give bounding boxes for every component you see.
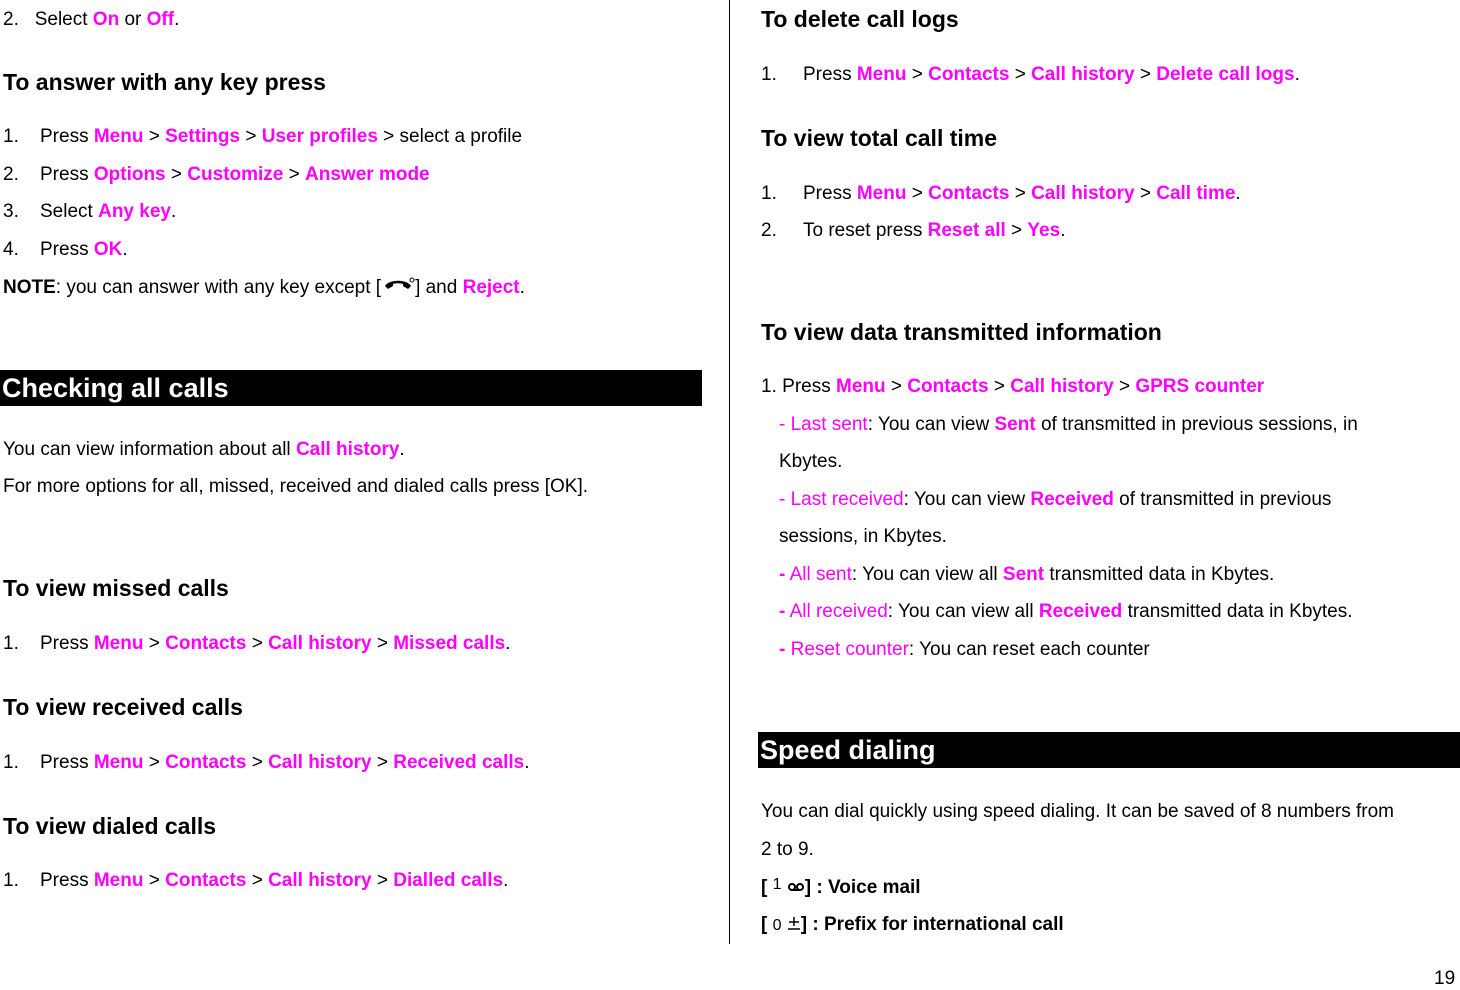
menu-item-options: Options: [93, 164, 166, 185]
period: .: [519, 277, 525, 299]
last-sent-cont: Kbytes.: [779, 451, 843, 472]
menu-item-delete-call-logs: Delete call logs: [1156, 64, 1295, 85]
body-text: : You can reset each counter: [908, 639, 1150, 660]
delete-step-1: 1. Press Menu > Contacts > Call history > Delete call logs.: [761, 64, 1300, 85]
speed-key-0: [ 0 ] : Prefix for international call: [761, 914, 1064, 936]
menu-item-reset-all: Reset all: [927, 220, 1006, 241]
last-received-cont: sessions, in Kbytes.: [779, 526, 947, 547]
call-history-keyword: Call history: [295, 439, 400, 460]
menu-item-ok: OK: [93, 239, 123, 260]
menu-item-call-history: Call history: [1031, 183, 1135, 204]
body-text: transmitted data in Kbytes.: [1049, 564, 1275, 585]
reset-counter-line: [779, 639, 1150, 661]
period: .: [503, 870, 509, 891]
body-text: of transmitted in previous sessions, in: [1040, 414, 1358, 435]
or-text: or: [124, 9, 142, 30]
body-text: : You can view all: [887, 601, 1034, 622]
heading-dialed-calls: To view dialed calls: [3, 813, 217, 839]
menu-item-call-history: Call history: [1010, 376, 1114, 397]
all-sent-line: [779, 564, 1274, 586]
dash: -: [779, 564, 786, 585]
answer-step-3: [3, 201, 176, 223]
menu-item-menu: Menu: [93, 752, 144, 773]
step-number: 3.: [3, 201, 19, 222]
all-received-line: [779, 601, 1353, 623]
menu-item-call-history: Call history: [268, 752, 372, 773]
section-bar-checking-all-calls: Checking all calls: [0, 370, 702, 406]
step-number: 1.: [3, 870, 19, 891]
menu-item-contacts: Contacts: [907, 376, 989, 397]
menu-item-contacts: Contacts: [928, 64, 1010, 85]
speed-line-2: 2 to 9.: [761, 839, 814, 860]
speed-key-1: [ $^1$ ] : Voice mail: [761, 876, 921, 898]
menu-item-yes: Yes: [1027, 220, 1061, 241]
sent-keyword: Sent: [994, 414, 1036, 435]
reset-counter-label: Reset counter: [790, 639, 909, 660]
total-step-2: 2. To reset press Reset all > Yes.: [761, 220, 1066, 241]
step-verb: Press: [782, 376, 831, 397]
international-prefix-label: ] : Prefix for international call: [800, 914, 1064, 936]
step-verb: Press: [40, 126, 89, 147]
all-received-label: All received: [789, 601, 888, 622]
voicemail-icon: [787, 877, 805, 899]
period: .: [170, 201, 177, 222]
option-off: Off: [146, 9, 175, 30]
heading-total-call-time: To view total call time: [761, 125, 998, 151]
note-mid: ] and: [415, 277, 458, 299]
plus-icon: [787, 914, 801, 936]
step-verb: Press: [40, 633, 89, 654]
note-text: : you can answer with any key except [: [55, 277, 382, 299]
menu-item-gprs-counter: GPRS counter: [1135, 376, 1265, 397]
dash: -: [779, 601, 786, 622]
body-text: of transmitted in previous: [1119, 489, 1332, 510]
menu-item-dialled-calls: Dialled calls: [393, 870, 504, 891]
key-digit-1: 1: [772, 876, 782, 893]
menu-item-menu: Menu: [836, 376, 886, 397]
period: .: [174, 9, 180, 30]
body-text: : You can view all: [851, 564, 998, 585]
menu-item-settings: Settings: [165, 126, 241, 147]
step-number: 4.: [3, 239, 19, 260]
heading-delete-call-logs: To delete call logs: [761, 6, 959, 32]
menu-item-call-time: Call time: [1156, 183, 1236, 204]
period: .: [1294, 64, 1300, 85]
sent-keyword: Sent: [1002, 564, 1045, 585]
option-on: On: [92, 9, 120, 30]
period: .: [122, 239, 128, 260]
body-text: : You can view: [903, 489, 1026, 510]
step-number: 1.: [3, 752, 19, 773]
data-step-1: 1. Press Menu > Contacts > Call history > GPRS counter: [761, 376, 1265, 397]
step-verb: Press: [40, 870, 89, 891]
end-call-key-icon: [381, 276, 415, 300]
menu-item-contacts: Contacts: [165, 870, 247, 891]
menu-item-user-profiles: User profiles: [261, 126, 378, 147]
body-text: transmitted data in Kbytes.: [1127, 601, 1353, 622]
key-digit-0: 0: [772, 917, 782, 935]
answer-step-2: 2. Press Options > Customize > Answer mode: [3, 164, 430, 185]
checking-line-2: For more options for all, missed, received and dialed calls press [OK].: [3, 476, 589, 497]
body-text: You can view information about all: [3, 439, 291, 460]
speed-line-1: You can dial quickly using speed dialing. It can be saved of 8 numbers from: [761, 801, 1395, 822]
step-number: 1.: [3, 126, 19, 147]
answer-step-1: 1. Press Menu > Settings > User profiles > select a profile: [3, 126, 523, 147]
heading-received-calls: To view received calls: [3, 694, 243, 720]
last-received-line: [779, 489, 1331, 511]
step-number: 2.: [3, 9, 19, 30]
step-verb: Press: [803, 64, 852, 85]
period: .: [1060, 220, 1066, 241]
note: [3, 276, 525, 300]
body-text: : You can view: [867, 414, 990, 435]
menu-item-menu: Menu: [93, 126, 144, 147]
step-text: Select: [34, 9, 88, 30]
step-verb: Press: [40, 164, 89, 185]
missed-step-1: 1. Press Menu > Contacts > Call history > Missed calls.: [3, 633, 511, 654]
received-step-1: 1. Press Menu > Contacts > Call history > Received calls.: [3, 752, 530, 773]
last-received-label: - Last received: [779, 489, 904, 510]
all-sent-label: All sent: [789, 564, 852, 585]
menu-item-call-history: Call history: [1031, 64, 1135, 85]
step-tail: > select a profile: [383, 126, 523, 147]
step-number: 1.: [761, 376, 777, 397]
step-verb: Press: [40, 239, 89, 260]
menu-item-answer-mode: Answer mode: [305, 164, 430, 185]
step-verb: Select: [40, 201, 93, 222]
step-number: 2.: [3, 164, 19, 185]
received-keyword: Received: [1038, 601, 1123, 622]
heading-answer-any-key: To answer with any key press: [3, 69, 326, 95]
menu-item-any-key: Any key: [98, 201, 171, 222]
step-number: 2.: [761, 220, 777, 241]
column-divider: [729, 0, 730, 944]
menu-item-contacts: Contacts: [165, 633, 247, 654]
step-number: 1.: [761, 183, 777, 204]
heading-missed-calls: To view missed calls: [3, 575, 229, 601]
dash: -: [779, 639, 786, 660]
period: .: [524, 752, 530, 773]
menu-item-call-history: Call history: [268, 870, 372, 891]
note-label: NOTE: [3, 277, 56, 299]
page-number: 19: [1434, 968, 1456, 989]
answer-step-4: [3, 239, 128, 261]
menu-item-menu: Menu: [93, 633, 144, 654]
menu-item-contacts: Contacts: [165, 752, 247, 773]
voice-mail-label: ] : Voice mail: [804, 877, 921, 898]
step-text: To reset press: [803, 220, 923, 241]
menu-item-received-calls: Received calls: [393, 752, 525, 773]
menu-item-missed-calls: Missed calls: [393, 633, 506, 654]
reject-keyword: Reject: [462, 277, 520, 299]
last-sent-line: [779, 414, 1358, 436]
menu-item-call-history: Call history: [268, 633, 372, 654]
period: .: [1235, 183, 1241, 204]
menu-item-contacts: Contacts: [928, 183, 1010, 204]
received-keyword: Received: [1030, 489, 1114, 510]
section-bar-speed-dialing: Speed dialing: [758, 732, 1460, 768]
menu-item-menu: Menu: [93, 870, 144, 891]
step-verb: Press: [803, 183, 852, 204]
heading-data-transmitted: To view data transmitted information: [761, 319, 1162, 345]
menu-item-menu: Menu: [856, 64, 907, 85]
total-step-1: 1. Press Menu > Contacts > Call history > Call time.: [761, 183, 1241, 204]
period: .: [399, 439, 405, 460]
period: .: [505, 633, 511, 654]
step-verb: Press: [40, 752, 89, 773]
last-sent-label: - Last sent: [779, 414, 868, 435]
step-number: 1.: [761, 64, 777, 85]
menu-item-customize: Customize: [187, 164, 284, 185]
menu-item-menu: Menu: [856, 183, 907, 204]
checking-line-1: [3, 439, 405, 461]
select-on-off-step: [3, 9, 179, 31]
dialed-step-1: 1. Press Menu > Contacts > Call history > Dialled calls.: [3, 870, 509, 891]
step-number: 1.: [3, 633, 19, 654]
